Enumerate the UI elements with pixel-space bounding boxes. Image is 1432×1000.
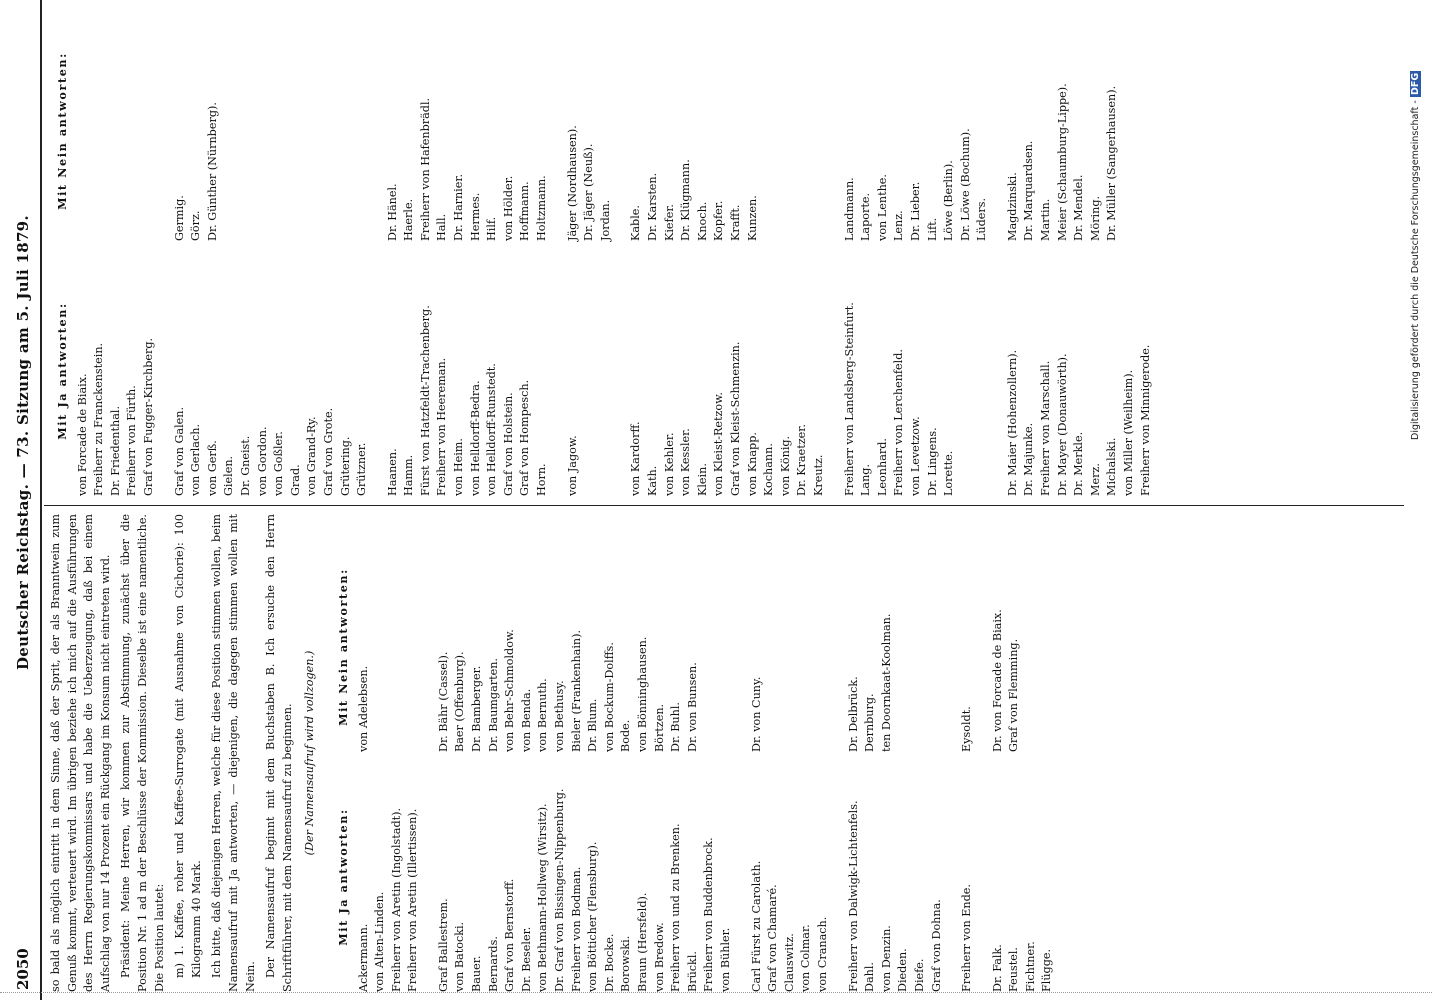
member-name: Möring. xyxy=(1088,195,1102,241)
member-name: von Helldorff-Bedra. xyxy=(468,380,482,496)
member-name: von Helldorff-Runstedt. xyxy=(485,363,499,496)
member-name: Dr. Gneist. xyxy=(238,435,252,496)
nein-list xyxy=(990,522,1056,752)
member-name: Kath. xyxy=(646,465,659,496)
member-name: Grütering. xyxy=(338,436,352,496)
ja-list xyxy=(842,241,991,496)
member-name: Dr. Blum. xyxy=(586,698,600,752)
member-name: Görz. xyxy=(189,210,203,241)
vote-group xyxy=(846,514,946,992)
member-name: Eysoldt. xyxy=(960,706,974,752)
member-name: Kable. xyxy=(629,205,643,241)
ja-list xyxy=(356,752,422,992)
member-name: Freiherr von Marschall. xyxy=(1039,360,1053,496)
member-name: Dr. Kraetzer. xyxy=(795,424,809,496)
member-name: Dr. Bocke. xyxy=(602,933,616,992)
member-name: Grützner. xyxy=(355,442,369,496)
paragraph-president: Präsident: Meine Herren, wir kommen zur Abstimmung, zunächst über die Position Nr. 1 ad m der Beschlüsse der Kommission. Dieselbe ist eine namentliche. Die Position lautet: xyxy=(119,514,166,992)
vote-group xyxy=(749,514,832,992)
vote-headings xyxy=(329,514,356,992)
credit-text: Digitalisierung gefördert durch die Deutsche Forschungsgemeinschaft - xyxy=(1410,100,1421,440)
header-rule xyxy=(40,0,42,1000)
member-name: Hall. xyxy=(435,213,449,241)
member-name: Dernburg. xyxy=(863,693,877,752)
paragraph-position: m) 1. Kaffee, roher und Kaffee-Surrogate (mit Ausnahme von Cichorie): 100 Kilogramm 40 Mark. xyxy=(173,514,203,978)
member-name: Dr. Harnier. xyxy=(452,173,466,241)
member-name: Freiherr von Heereman. xyxy=(435,357,449,496)
member-name: Graf von Grote. xyxy=(321,407,335,496)
member-name: Hoffmann. xyxy=(518,181,532,241)
member-name: Haerle. xyxy=(402,198,416,241)
member-name: Graf von Kleist-Schmenzin. xyxy=(728,341,742,496)
member-name: Freiherr von und zu Brenken. xyxy=(669,823,683,992)
ja-list xyxy=(75,241,158,496)
member-name: Freiherr von Ende. xyxy=(960,884,974,992)
member-name: Dr. Delbrück. xyxy=(846,676,860,752)
nein-list xyxy=(628,11,827,241)
ja-list xyxy=(959,752,976,992)
vote-group xyxy=(356,514,422,992)
nein-list xyxy=(842,11,991,241)
member-name: Feustel. xyxy=(1007,947,1021,992)
member-name: Dr. Marquardsen. xyxy=(1022,140,1036,241)
member-name: von Behr-Schmoldow. xyxy=(503,629,517,752)
vote-group xyxy=(436,514,735,992)
nein-list xyxy=(846,522,946,752)
member-name: Haanen. xyxy=(385,448,399,496)
member-name: Michalski. xyxy=(1105,437,1119,496)
member-name: von Colmar. xyxy=(799,924,813,992)
member-name: Löwe (Berlin). xyxy=(942,160,956,241)
member-name: Dr. Friedenthal. xyxy=(108,405,122,496)
member-name: Merz. xyxy=(1088,463,1102,496)
scan-edge xyxy=(0,992,1432,994)
member-name: Dieden. xyxy=(896,948,910,992)
dfg-logo: DFG xyxy=(1410,73,1421,96)
member-name: von Alten-Linden. xyxy=(373,891,387,992)
member-name: Freiherr zu Franckenstein. xyxy=(92,342,106,496)
member-name: von Gerß. xyxy=(205,440,219,496)
member-name: von Bethusy. xyxy=(553,680,567,752)
member-name: Freiherr von Fürth. xyxy=(125,385,139,496)
member-name: Jordan. xyxy=(598,199,612,241)
member-name: von Bethmann-Hollweg (Wirsitz). xyxy=(536,803,550,992)
member-name: von Gordon. xyxy=(255,426,269,496)
member-name: von Bühler. xyxy=(718,927,732,992)
ja-list xyxy=(749,752,832,992)
member-name: Dr. Hänel. xyxy=(385,183,399,241)
member-name: Dr. Müller (Sangerhausen). xyxy=(1105,85,1119,241)
nein-list xyxy=(749,522,832,752)
nein-list xyxy=(959,522,976,752)
member-name: Germig. xyxy=(172,195,186,241)
ja-list xyxy=(565,241,615,496)
member-name: Dr. Bamberger. xyxy=(470,665,484,752)
member-name: Borowski. xyxy=(619,935,633,992)
member-name: von Jagow. xyxy=(565,435,579,496)
vote-group xyxy=(628,6,827,496)
vote-group xyxy=(385,6,551,496)
member-name: von Bredow. xyxy=(652,922,666,992)
nein-list xyxy=(1005,11,1154,241)
vote-group xyxy=(1005,6,1154,496)
member-name: Freiherr von Hafenbrädl. xyxy=(418,97,432,241)
nein-list xyxy=(385,11,551,241)
member-name: Dr. Löwe (Bochum). xyxy=(958,128,972,241)
member-name: Martin. xyxy=(1039,198,1053,241)
member-name: von Bernuth. xyxy=(536,678,550,752)
ja-list xyxy=(628,241,827,496)
member-name: von Bönninghausen. xyxy=(636,636,649,752)
member-name: Bieler (Frankenhain). xyxy=(569,629,583,752)
ja-list xyxy=(436,752,735,992)
vote-group xyxy=(842,6,991,496)
member-name: Freiherr von Buddenbrock. xyxy=(702,837,716,992)
page-number: 2050 xyxy=(14,948,32,990)
vote-group xyxy=(959,514,976,992)
member-name: von König. xyxy=(778,435,792,496)
member-name: von Bötticher (Flensburg). xyxy=(586,841,600,992)
member-name: Jäger (Nordhausen). xyxy=(565,125,579,241)
member-name: Freiherr von Minnigerode. xyxy=(1138,344,1152,496)
member-name: Meier (Schaumburg-Lippe). xyxy=(1055,83,1069,241)
member-name: Freiherr von Aretin (Ingolstadt). xyxy=(389,807,403,992)
member-name: Magdzinski. xyxy=(1005,172,1019,241)
member-name: Freiherr von Lerchenfeld. xyxy=(892,349,906,496)
member-name: von Goßler. xyxy=(272,431,286,496)
nein-list xyxy=(172,11,371,241)
member-name: von Miller (Weilheim). xyxy=(1122,369,1136,496)
member-name: Lift. xyxy=(925,217,939,241)
member-name: Dr. Merkle. xyxy=(1072,431,1086,496)
member-name: von Lenthe. xyxy=(875,174,889,241)
paragraph-vote-instructions: Ich bitte, daß diejenigen Herren, welche für diese Position stimmen wollen, beim Namensaufruf mit Ja antworten, — diejenigen, die dagegen stimmen wollen mit Nein. xyxy=(210,514,257,992)
column-right xyxy=(48,6,1168,496)
nein-list xyxy=(436,522,735,752)
vote-group xyxy=(172,6,371,496)
digitization-credit xyxy=(1410,10,1426,440)
member-name: Dr. von Forcade de Biaix. xyxy=(990,609,1004,752)
member-name: Baer (Offenburg). xyxy=(453,651,467,752)
member-name: Bode. xyxy=(619,719,633,752)
ja-heading: Mit Ja antworten: xyxy=(55,302,69,440)
member-name: Kochann. xyxy=(762,443,776,496)
page-header xyxy=(0,0,44,1000)
member-name: Dr. von Bunsen. xyxy=(685,662,699,752)
member-name: Dr. von Cuny. xyxy=(749,676,763,752)
member-name: Graf von Dohna. xyxy=(929,899,943,992)
nein-heading: Mit Nein antworten: xyxy=(55,52,69,210)
ja-list xyxy=(1005,241,1154,496)
ja-list xyxy=(990,752,1056,992)
member-name: Carl Fürst zu Carolath. xyxy=(749,860,763,992)
member-name: Dr. Beseler. xyxy=(519,926,533,992)
member-name: von Cranach. xyxy=(815,916,829,992)
member-name: Dr. Lieber. xyxy=(908,181,922,241)
member-name: Graf Ballestrem. xyxy=(436,898,450,992)
member-name: Freiherr von Landsberg-Steinfurt. xyxy=(842,302,856,496)
page-title: Deutscher Reichstag. — 73. Sitzung am 5. Juli 1879. xyxy=(14,215,32,670)
member-name: Graf von Flemming. xyxy=(1007,638,1021,752)
ja-list xyxy=(846,752,946,992)
member-name: Freiherr von Aretin (Illertissen). xyxy=(406,808,420,992)
member-name: Clauswitz. xyxy=(782,933,796,992)
member-name: Diefe. xyxy=(912,958,926,992)
member-name: von Hölder. xyxy=(501,175,515,241)
member-name: Graf von Chamaré. xyxy=(766,884,780,992)
member-name: von Bockum-Dolffs. xyxy=(602,642,616,752)
member-name: Fürst von Hatzfeldt-Trachenberg. xyxy=(418,305,432,496)
nein-list xyxy=(565,11,615,241)
member-name: Kiefer. xyxy=(662,204,676,241)
vote-group xyxy=(75,6,158,496)
member-name: von Knapp. xyxy=(745,432,759,496)
member-name: Bernards. xyxy=(486,936,500,992)
member-name: Dr. Karsten. xyxy=(646,172,659,241)
paragraph-roll-call: Der Namensaufruf beginnt mit dem Buchstaben B. Ich ersuche den Herrn Schriftführer, mit dem Namensaufruf zu beginnen. xyxy=(264,514,294,992)
member-name: Graf von Bernstorff. xyxy=(503,878,517,992)
vote-group xyxy=(990,514,1056,992)
member-name: Fichtner. xyxy=(1023,941,1037,992)
vote-headings xyxy=(48,6,75,496)
member-name: Knoch. xyxy=(695,201,709,241)
member-name: von Adelebsen. xyxy=(356,665,370,752)
member-name: Dr. Klügmann. xyxy=(679,159,693,241)
member-name: Lorette. xyxy=(942,450,956,496)
member-name: Dr. Mayer (Donauwörth). xyxy=(1055,353,1069,496)
member-name: Leonhard. xyxy=(875,438,889,496)
vote-group xyxy=(565,6,615,496)
member-name: Freiherr von Bodman. xyxy=(569,866,583,992)
member-name: Grad. xyxy=(288,464,302,496)
member-name: Dr. Bähr (Cassel). xyxy=(436,651,450,752)
member-name: von Kessler. xyxy=(679,428,693,496)
member-name: Dr. Lingens. xyxy=(925,427,939,496)
member-name: Dr. Jäger (Neuß). xyxy=(582,143,596,241)
member-name: Lang. xyxy=(859,463,873,496)
member-name: Laporte. xyxy=(859,192,873,241)
member-name: Graf von Fugger-Kirchberg. xyxy=(141,337,155,496)
member-name: Dr. Falk. xyxy=(990,944,1004,992)
member-name: Klein. xyxy=(695,463,709,496)
member-name: Krafft. xyxy=(728,204,742,241)
paragraph-intro: so bald als möglich eintritt in dem Sinne, daß der Sprit, der als Branntwein zum Genuß kommt, verteuert wird. Im übrigen beziehe ich mich auf die Ausführungen des Herrn Regierungskommissars und habe die Ueberzeugung, daß bei einem Aufschlag von nur 14 Prozent ein Rückgang im Konsum nicht eintreten wird. xyxy=(49,514,112,992)
ja-list xyxy=(385,241,551,496)
member-name: Hilf. xyxy=(485,216,499,241)
member-name: von Batocki. xyxy=(453,921,467,992)
nein-heading: Mit Nein antworten: xyxy=(335,568,350,726)
member-name: Holtzmann. xyxy=(535,175,549,241)
member-name: Dr. Mendel. xyxy=(1072,174,1086,241)
member-name: Brückl. xyxy=(685,951,699,992)
member-name: Lüders. xyxy=(975,197,989,241)
member-name: Freiherr von Dalwigk-Lichtenfels. xyxy=(846,800,860,992)
member-name: Dr. Maier (Hohenzollern). xyxy=(1005,349,1019,496)
member-name: Dr. Baumgarten. xyxy=(486,658,500,752)
member-name: Horn. xyxy=(535,463,549,496)
member-name: Hamm. xyxy=(402,454,416,496)
ja-heading: Mit Ja antworten: xyxy=(335,808,350,946)
member-name: von Levetzow. xyxy=(908,416,922,496)
column-divider xyxy=(44,505,1404,506)
member-name: Dr. Majunke. xyxy=(1022,422,1036,496)
ja-list xyxy=(172,241,371,496)
member-name: von Kardorff. xyxy=(629,421,643,496)
member-name: Kreutz. xyxy=(811,454,825,496)
member-name: ten Doornkaat-Koolman. xyxy=(879,613,893,752)
member-name: Braun (Hersfeld). xyxy=(636,892,649,992)
roll-call-note: (Der Namensaufruf wird vollzogen.) xyxy=(303,650,317,856)
nein-list xyxy=(75,11,158,241)
nein-list xyxy=(356,522,422,752)
column-left xyxy=(48,514,1070,992)
member-name: von Forcade de Biaix. xyxy=(75,373,89,496)
member-name: von Denzin. xyxy=(879,925,893,992)
member-name: Börtzen. xyxy=(652,703,666,752)
member-name: Kunzen. xyxy=(745,195,759,241)
member-name: Graf von Hompesch. xyxy=(518,379,532,496)
member-name: von Grand-Ry. xyxy=(305,416,319,496)
member-name: von Kehler. xyxy=(662,432,676,496)
member-name: Landmann. xyxy=(842,177,856,241)
member-name: von Heim. xyxy=(452,438,466,496)
member-name: von Benda. xyxy=(519,688,533,752)
member-name: Flügge. xyxy=(1040,948,1054,992)
member-name: Ackermann. xyxy=(356,923,370,992)
member-name: Kopfer. xyxy=(712,200,726,241)
member-name: von Gerlach. xyxy=(189,424,203,496)
member-name: Gielen. xyxy=(222,455,236,496)
member-name: Hermes. xyxy=(468,192,482,241)
member-name: von Kleist-Retzow. xyxy=(712,392,726,496)
member-name: Bauer. xyxy=(470,955,484,992)
member-name: Dr. Graf von Bissingen-Nippenburg. xyxy=(553,788,567,992)
member-name: Graf von Holstein. xyxy=(501,392,515,496)
member-name: Dr. Buhl. xyxy=(669,702,683,752)
member-name: Dahl. xyxy=(863,962,877,992)
member-name: Lenz. xyxy=(892,210,906,241)
member-name: Dr. Günther (Nürnberg). xyxy=(205,102,219,241)
member-name: Graf von Galen. xyxy=(172,406,186,496)
